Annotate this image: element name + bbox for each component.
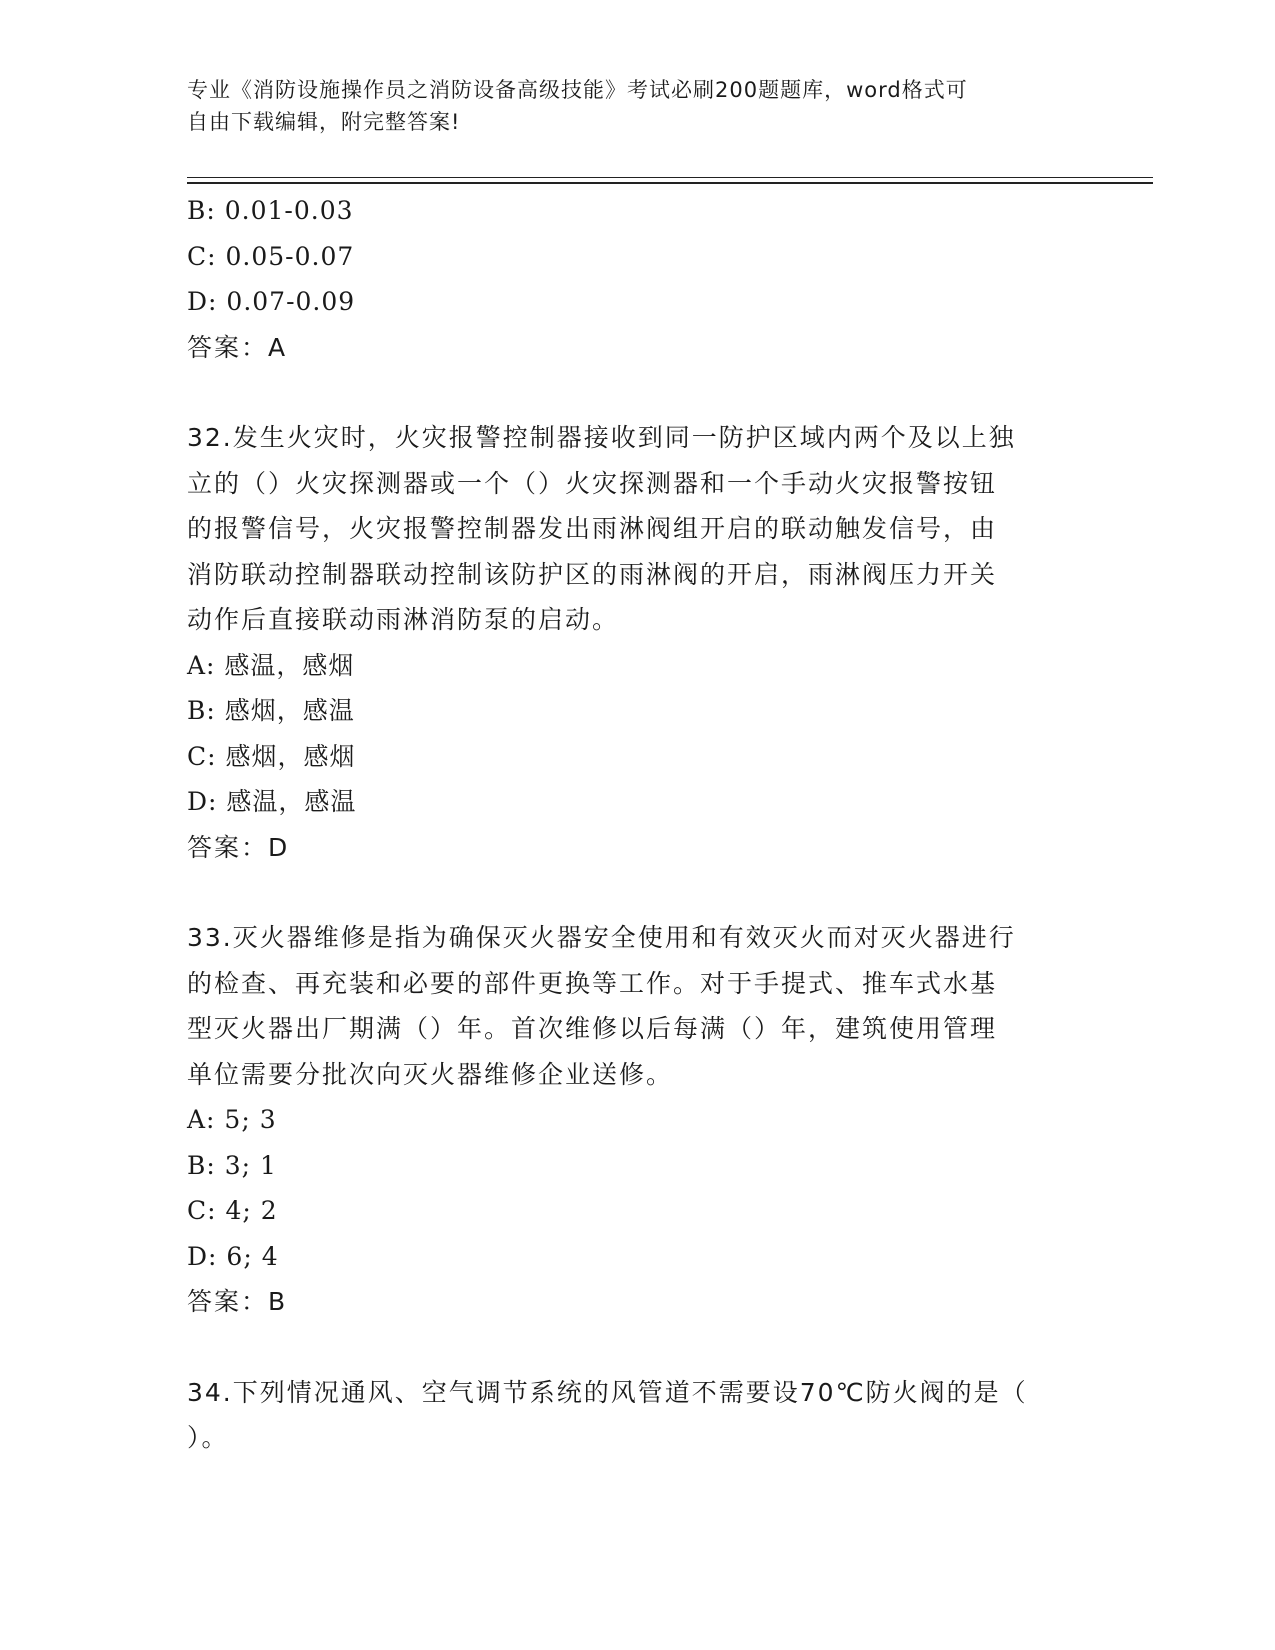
- question-stem-line: 32.发生火灾时，火灾报警控制器接收到同一防护区域内两个及以上独: [187, 423, 1016, 452]
- question-stem-line: 33.灭火器维修是指为确保灭火器安全使用和有效灭火而对灭火器进行: [187, 923, 1016, 952]
- option-a: A: 感温，感烟: [187, 650, 355, 680]
- option-d: D: 6; 4: [187, 1241, 279, 1271]
- option-a: A: 5; 3: [187, 1105, 277, 1134]
- header-line-2: 自由下载编辑，附完整答案!: [187, 110, 461, 134]
- answer-line: 答案：A: [187, 332, 288, 362]
- option-c: C: 感烟，感烟: [187, 741, 356, 771]
- option-d: D: 0.07-0.09: [187, 287, 356, 316]
- question-stem-line: 单位需要分批次向灭火器维修企业送修。: [187, 1059, 674, 1089]
- question-stem-line: 的检查、再充装和必要的部件更换等工作。对于手提式、推车式水基: [187, 968, 998, 998]
- document-header: [187, 74, 1067, 138]
- option-d: D: 感温，感温: [187, 787, 357, 816]
- option-c: C: 0.05-0.07: [187, 241, 355, 271]
- question-stem-line: ）。: [187, 1423, 229, 1452]
- spacer: [187, 1325, 1087, 1370]
- question-32: [187, 415, 1087, 870]
- question-stem-line: 型灭火器出厂期满（）年。首次维修以后每满（）年，建筑使用管理: [187, 1014, 998, 1043]
- spacer: [187, 370, 1087, 415]
- spacer: [187, 870, 1087, 915]
- question-stem-line: 的报警信号，火灾报警控制器发出雨淋阀组开启的联动触发信号，由: [187, 514, 998, 543]
- answer-line: 答案：B: [187, 1287, 288, 1316]
- answer-line: 答案：D: [187, 832, 290, 862]
- option-c: C: 4; 2: [187, 1196, 278, 1225]
- question-stem-line: 立的（）火灾探测器或一个（）火灾探测器和一个手动火灾报警按钮: [187, 468, 998, 498]
- question-stem-line: 34.下列情况通风、空气调节系统的风管道不需要设70℃防火阀的是（: [187, 1377, 1028, 1407]
- question-list: [187, 188, 1087, 1461]
- header-divider-thick: [187, 182, 1153, 184]
- question-34: [187, 1370, 1087, 1461]
- question-33: [187, 915, 1087, 1325]
- question-stem-line: 动作后直接联动雨淋消防泵的启动。: [187, 605, 620, 634]
- header-divider-thin: [187, 177, 1153, 178]
- option-b: B: 感烟，感温: [187, 696, 355, 725]
- question-stem-line: 消防联动控制器联动控制该防护区的雨淋阀的开启，雨淋阀压力开关: [187, 559, 998, 589]
- option-b: B: 3; 1: [187, 1150, 277, 1180]
- option-b: B: 0.01-0.03: [187, 196, 354, 225]
- question-31-tail: [187, 188, 1087, 370]
- header-line-1: 专业《消防设施操作员之消防设备高级技能》考试必刷200题题库，word格式可: [187, 78, 968, 102]
